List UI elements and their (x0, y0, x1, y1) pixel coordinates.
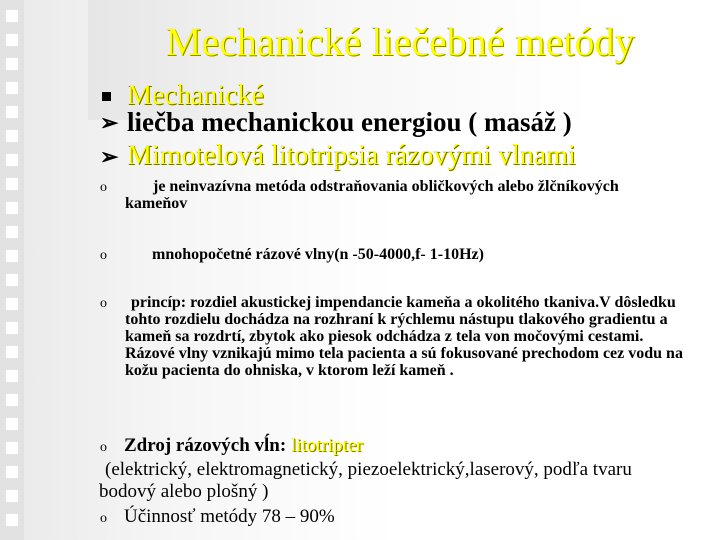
decor-square (6, 58, 18, 70)
source-line (124, 435, 363, 457)
circle-bullet-icon: o (100, 296, 107, 311)
paragraph-waves: mnohopočetné rázové vlny(n -50-4000,f- 1-10Hz) (152, 246, 484, 263)
decor-square (6, 10, 18, 22)
decor-square (6, 34, 18, 46)
decor-square (6, 442, 18, 454)
decor-square (6, 466, 18, 478)
source-value: litotripter (290, 435, 363, 456)
decor-square (6, 346, 18, 358)
decor-square (6, 490, 18, 502)
decor-square (6, 154, 18, 166)
left-decor-strip (0, 0, 24, 540)
decor-square (6, 250, 18, 262)
circle-bullet-icon: o (100, 248, 107, 263)
decor-square (6, 226, 18, 238)
heading-mimotelova: Mimotelová litotripsia rázovými vlnami (127, 140, 576, 171)
arrow-bullet-icon: ➢ (100, 110, 119, 135)
paragraph-definition: je neinvazívna metóda odstraňovania obličkových alebo žlčníkových kameňov (125, 178, 619, 212)
heading-mechanicke: Mechanické (127, 80, 264, 111)
decor-square (6, 274, 18, 286)
source-detail: (elektrický, elektromagnetický, piezoelektrický,laserový, podľa tvaru bodový alebo plošný ) (99, 459, 632, 502)
decor-square (6, 514, 18, 526)
slide-title: Mechanické liečebné metódy (165, 19, 635, 64)
decor-square (6, 322, 18, 334)
efficiency-line: Účinnosť metódy 78 – 90% (124, 506, 335, 527)
decor-square (6, 178, 18, 190)
decor-square (6, 298, 18, 310)
decor-square (6, 202, 18, 214)
decor-square (6, 106, 18, 118)
decor-square (6, 82, 18, 94)
arrow-bullet-icon: ➢ (100, 144, 119, 169)
decor-square (6, 394, 18, 406)
circle-bullet-icon: o (100, 511, 107, 526)
paragraph-principle: princíp: rozdiel akustickej impendancie kameňa a okolitého tkaniva.V dôsledku tohto rozdielu dochádza na rozhraní k rýchlemu nástupu tlakového gradientu a kameň sa rozdrtí, zbytok ako piesok odchádza z tela von močovými cestami. Rázové vlny vznikajú mimo tela pacienta a sú fokusované prechodom cez vodu na kožu pacienta do ohniska, v ktorom leží kameň . (125, 294, 683, 379)
square-bullet-icon (102, 92, 111, 101)
decor-square (6, 130, 18, 142)
heading-liecba: liečba mechanickou energiou ( masáž ) (127, 107, 572, 137)
circle-bullet-icon: o (100, 180, 107, 195)
source-label: Zdroj rázových vĺn: (124, 435, 287, 456)
circle-bullet-icon: o (100, 440, 107, 455)
decor-square (6, 370, 18, 382)
decor-square (6, 418, 18, 430)
